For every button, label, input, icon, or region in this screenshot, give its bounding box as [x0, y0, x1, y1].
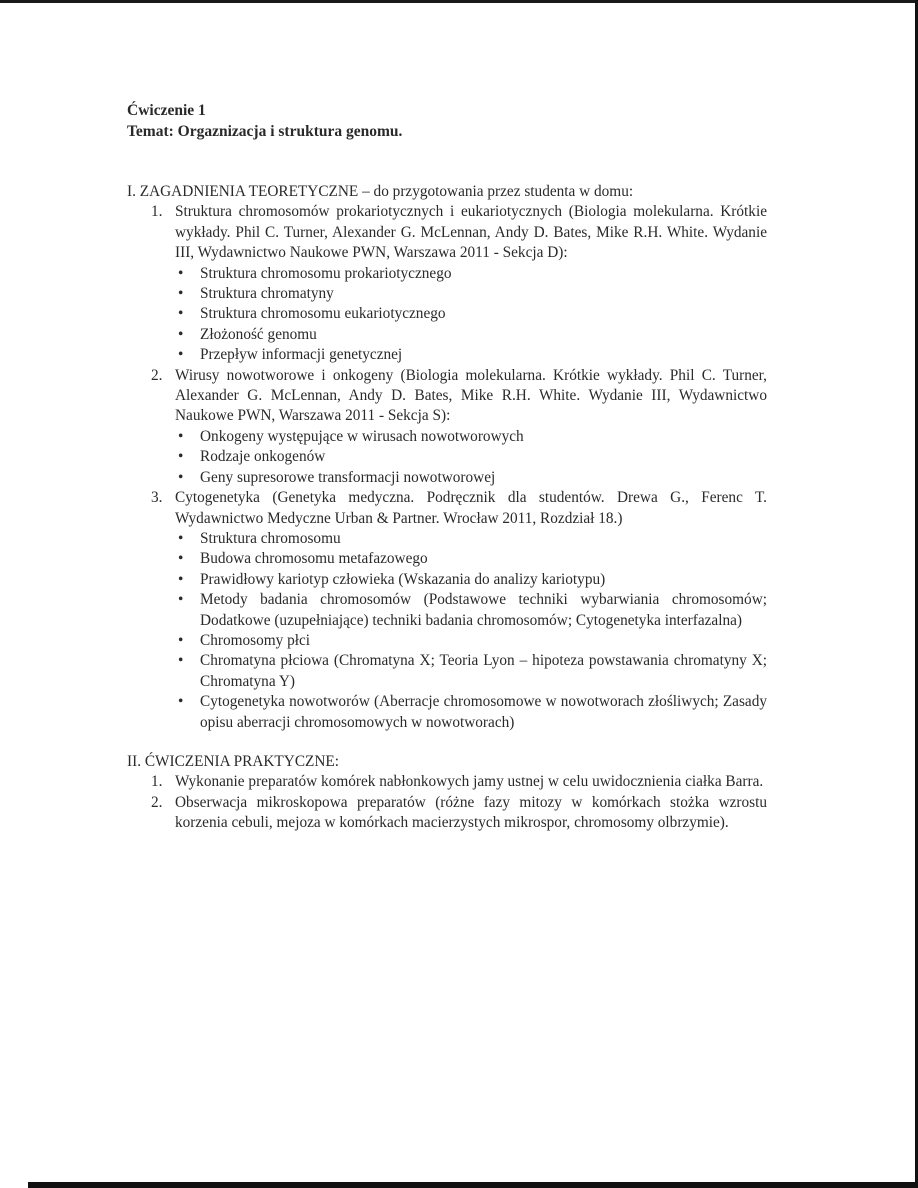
bullet-icon: •	[178, 325, 184, 343]
list-item: • Prawidłowy kariotyp człowieka (Wskazania do analizy kariotypu)	[200, 570, 767, 590]
list-item: • Złożoność genomu	[200, 325, 767, 345]
bullet-icon: •	[178, 570, 184, 588]
theory-item-2	[151, 366, 767, 488]
list-item: • Metody badania chromosomów (Podstawowe techniki wybarwiania chromosomów; Dodatkowe (uzupełniające) techniki badania chromosomów; Cytogenetyka interfazalna)	[178, 591, 767, 629]
bullet-icon: •	[178, 427, 184, 445]
item-number: 1.	[151, 773, 163, 791]
bullet-icon: •	[178, 346, 184, 364]
bullet-icon: •	[178, 693, 184, 711]
section-theory-title: I. ZAGADNIENIA TEORETYCZNE – do przygotowania przez studenta w domu:	[127, 183, 634, 200]
scan-edge-top	[0, 0, 918, 3]
bullet-icon: •	[178, 529, 184, 547]
item-text: Wirusy nowotworowe i onkogeny (Biologia molekularna. Krótkie wykłady. Phil C. Turner, Alexander G. McLennan, Andy D. Bates, Mike R.H. White. Wydanie III, Wydawnictwo Naukowe PWN, Warszawa 2011 - Sekcja S):	[175, 366, 767, 425]
item-number: 1.	[151, 203, 163, 221]
bullet-icon: •	[178, 468, 184, 486]
exercise-title: Ćwiczenie 1	[127, 102, 206, 119]
item-text: Struktura chromosomów prokariotycznych i eukariotycznych (Biologia molekularna. Krótkie wykłady. Phil C. Turner, Alexander G. McLennan, Andy D. Bates, Mike R.H. White. Wydanie III, Wydawnictwo Naukowe PWN, Warszawa 2011 - Sekcja D):	[175, 203, 767, 262]
bullet-icon: •	[178, 591, 184, 609]
bullet-icon: •	[178, 448, 184, 466]
list-item: • Chromosomy płci	[200, 631, 767, 651]
topic-bullets	[175, 427, 767, 488]
practical-item-2	[151, 793, 767, 834]
list-item: • Budowa chromosomu metafazowego	[200, 549, 767, 569]
bullet-icon: •	[178, 550, 184, 568]
topic-title: Temat: Orgaznizacja i struktura genomu.	[127, 123, 403, 140]
section-practical-title: II. ĆWICZENIA PRAKTYCZNE:	[127, 752, 340, 770]
item-text: Obserwacja mikroskopowa preparatów (różne fazy mitozy w komórkach stożka wzrostu korzenia cebuli, mejoza w komórkach macierzystych mikrospor, chromosomy olbrzymie).	[175, 793, 767, 832]
topic-bullets	[175, 529, 767, 733]
list-item: • Struktura chromosomu	[200, 529, 767, 549]
bullet-icon: •	[178, 285, 184, 303]
list-item: • Rodzaje onkogenów	[200, 447, 767, 467]
list-item: • Onkogeny występujące w wirusach nowotworowych	[200, 427, 767, 447]
bullet-icon: •	[178, 305, 184, 323]
theory-item-1	[151, 202, 767, 365]
document-page	[127, 100, 767, 834]
topic-bullets	[175, 264, 767, 366]
list-item: • Cytogenetyka nowotworów (Aberracje chromosomowe w nowotworach złośliwych; Zasady opisu aberracji chromosomowych w nowotworach)	[178, 693, 767, 731]
list-item: • Geny supresorowe transformacji nowotworowej	[200, 468, 767, 488]
item-text: Wykonanie preparatów komórek nabłonkowych jamy ustnej w celu uwidocznienia ciałka Barra.	[175, 773, 764, 791]
practical-list	[127, 772, 767, 833]
list-item: • Struktura chromosomu eukariotycznego	[200, 304, 767, 324]
item-number: 2.	[151, 793, 163, 811]
list-item: • Struktura chromatyny	[200, 284, 767, 304]
list-item: • Przepływ informacji genetycznej	[200, 345, 767, 365]
item-number: 2.	[151, 366, 163, 384]
theory-item-3	[151, 488, 767, 733]
list-item: • Struktura chromosomu prokariotycznego	[200, 264, 767, 284]
bullet-icon: •	[178, 652, 184, 670]
list-item: • Chromatyna płciowa (Chromatyna X; Teoria Lyon – hipoteza powstawania chromatyny X; Chromatyna Y)	[178, 652, 767, 690]
scan-edge-bottom	[28, 1182, 918, 1188]
item-text: Cytogenetyka (Genetyka medyczna. Podręcznik dla studentów. Drewa G., Ferenc T. Wydawnictwo Medyczne Urban & Partner. Wrocław 2011, Rozdział 18.)	[175, 489, 767, 527]
practical-item-1	[151, 772, 767, 792]
bullet-icon: •	[178, 264, 184, 282]
bullet-icon: •	[178, 631, 184, 649]
theory-list	[127, 202, 767, 733]
item-number: 3.	[151, 489, 163, 507]
